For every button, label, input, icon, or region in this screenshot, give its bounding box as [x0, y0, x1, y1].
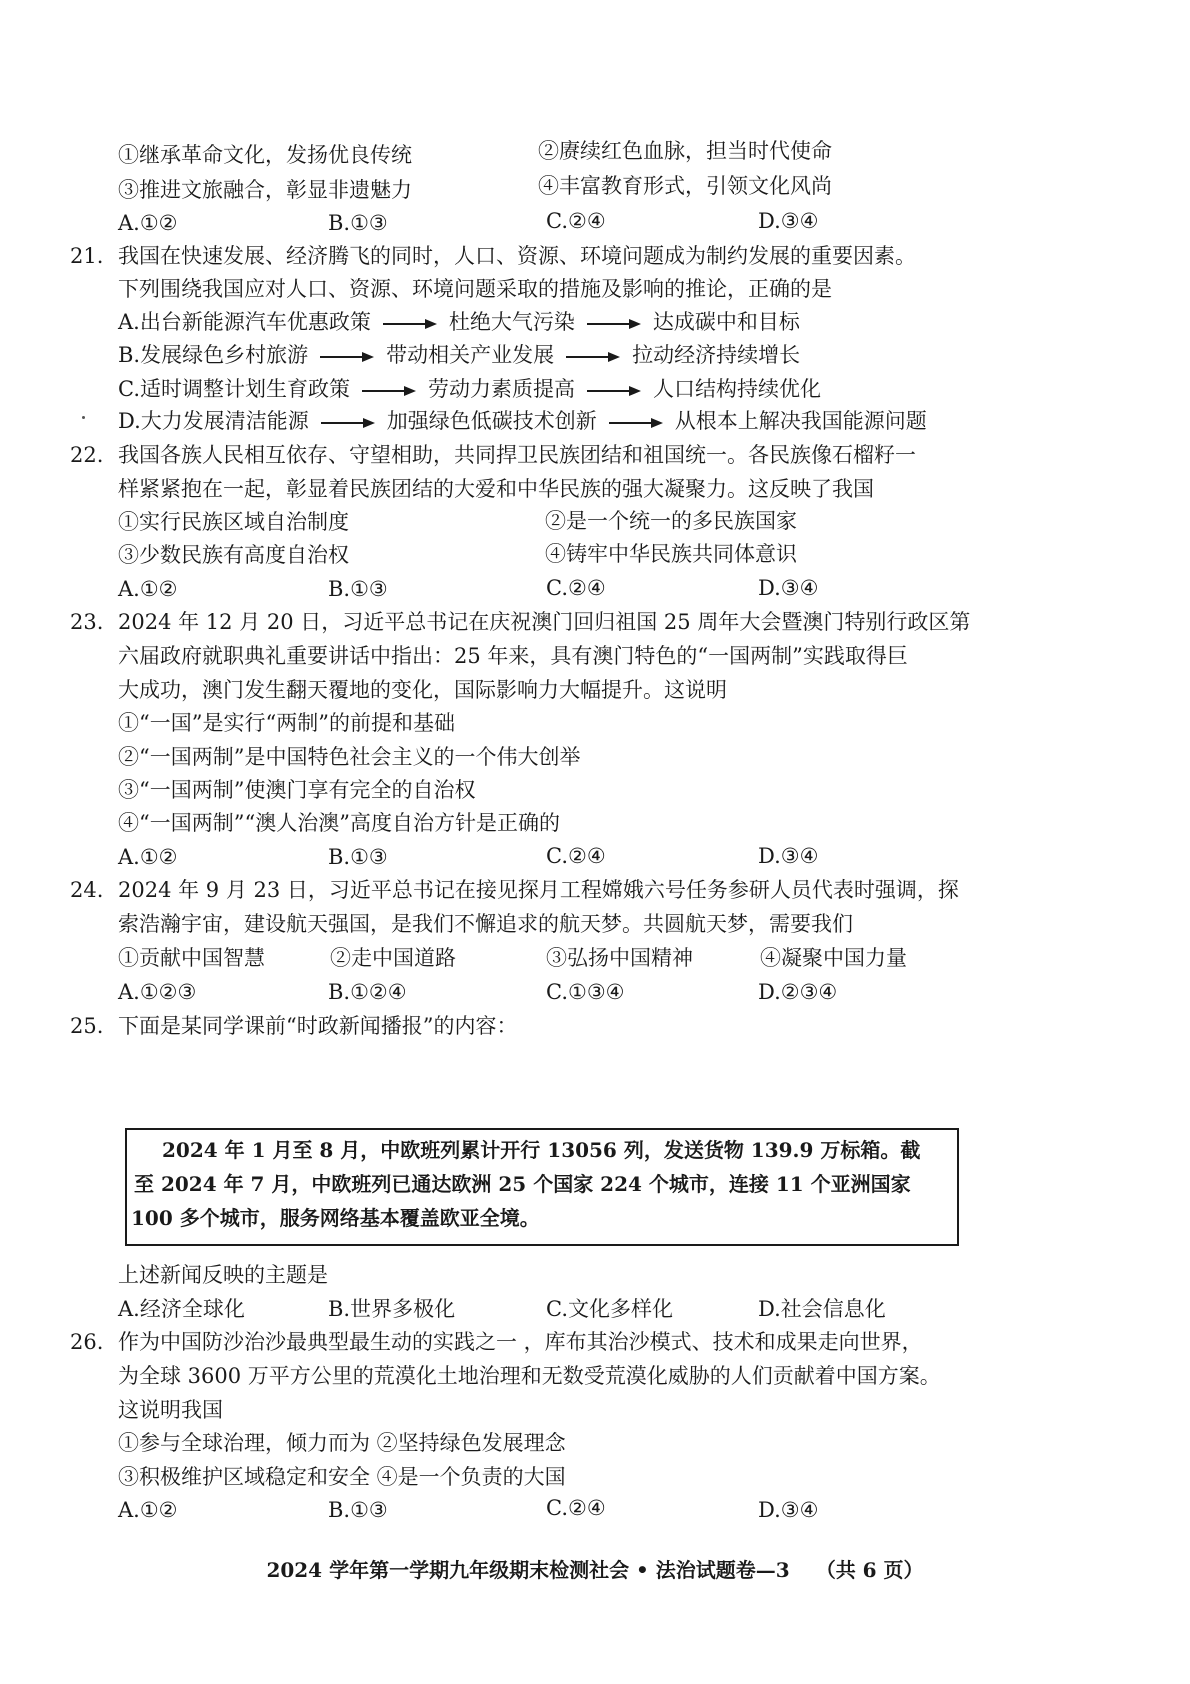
q24-choice-d: D.②③④ [758, 980, 838, 1004]
arrow-right-icon [566, 351, 620, 363]
q22-item-3: ③少数民族有高度自治权 [118, 543, 349, 567]
news-line-1: 2024 年 1 月至 8 月，中欧班列累计开行 13056 列，发送货物 139.9 万标箱。截 [162, 1138, 921, 1162]
q20-choice-d: D.③④ [758, 209, 819, 233]
q24-choice-c: C.①③④ [546, 980, 625, 1004]
q22-choice-a: A.①② [118, 577, 178, 601]
q23-stem-3: 大成功，澳门发生翻天覆地的变化，国际影响力大幅提升。这说明 [118, 678, 727, 702]
q20-choice-a: A.①② [118, 211, 178, 235]
q24-item-3: ③弘扬中国精神 [546, 946, 693, 970]
footer-page-count: （共 6 页） [815, 1558, 924, 1582]
q25-number: 25. [70, 1014, 104, 1038]
q21-option-b: B.发展绿色乡村旅游 带动相关产业发展 拉动经济持续增长 [118, 343, 801, 367]
q21-stem-2: 下列围绕我国应对人口、资源、环境问题采取的措施及影响的推论，正确的是 [118, 277, 832, 301]
q24-item-2: ②走中国道路 [330, 946, 456, 970]
q24-choice-a: A.①②③ [118, 980, 197, 1004]
arrow-right-icon [321, 417, 375, 429]
q22-item-4: ④铸牢中华民族共同体意识 [545, 542, 797, 566]
q22-stem-1: 我国各族人民相互依存、守望相助，共同捍卫民族团结和祖国统一。各民族像石榴籽一 [118, 443, 916, 467]
q26-number: 26. [70, 1330, 104, 1354]
arrow-right-icon [609, 417, 663, 429]
q24-number: 24. [70, 878, 104, 902]
q26-choice-d: D.③④ [758, 1498, 819, 1522]
q21-option-d: D.大力发展清洁能源 加强绿色低碳技术创新 从根本上解决我国能源问题 [118, 409, 927, 433]
q23-item-4: ④“一国两制”“澳人治澳”高度自治方针是正确的 [118, 811, 560, 835]
q25-choice-c: C.文化多样化 [546, 1297, 673, 1321]
arrow-right-icon [320, 351, 374, 363]
q26-choice-c: C.②④ [546, 1496, 606, 1520]
q21-stem-1: 我国在快速发展、经济腾飞的同时，人口、资源、环境问题成为制约发展的重要因素。 [118, 244, 916, 268]
q26-stem-3: 这说明我国 [118, 1398, 223, 1422]
q25-choice-d: D.社会信息化 [758, 1297, 886, 1321]
q20-item-4: ④丰富教育形式，引领文化风尚 [538, 174, 832, 198]
q23-number: 23. [70, 610, 104, 634]
q22-item-2: ②是一个统一的多民族国家 [545, 509, 797, 533]
q23-choice-c: C.②④ [546, 844, 606, 868]
q22-choice-d: D.③④ [758, 576, 819, 600]
q20-item-1: ①继承革命文化，发扬优良传统 [118, 143, 412, 167]
q20-choice-c: C.②④ [546, 209, 606, 233]
page-footer [0, 1555, 1190, 1585]
q22-choice-c: C.②④ [546, 576, 606, 600]
arrow-right-icon [587, 318, 641, 330]
q24-item-1: ①贡献中国智慧 [118, 946, 265, 970]
q24-stem-1: 2024 年 9 月 23 日，习近平总书记在接见探月工程嫦娥六号任务参研人员代表时强调，探 [118, 878, 959, 902]
q24-item-4: ④凝聚中国力量 [760, 946, 907, 970]
q23-choice-b: B.①③ [328, 845, 388, 869]
q20-choice-b: B.①③ [328, 211, 388, 235]
q24-stem-2: 索浩瀚宇宙，建设航天强国，是我们不懈追求的航天梦。共圆航天梦，需要我们 [118, 912, 853, 936]
q23-item-3: ③“一国两制”使澳门享有完全的自治权 [118, 778, 476, 802]
q26-stem-2: 为全球 3600 万平方公里的荒漠化土地治理和无数受荒漠化威胁的人们贡献着中国方案。 [118, 1364, 941, 1388]
arrow-right-icon [383, 318, 437, 330]
q23-stem-2: 六届政府就职典礼重要讲话中指出：25 年来，具有澳门特色的“一国两制”实践取得巨 [118, 644, 908, 668]
q23-choice-a: A.①② [118, 845, 178, 869]
q25-choice-b: B.世界多极化 [328, 1297, 456, 1321]
q25-stem: 下面是某同学课前“时政新闻播报”的内容： [118, 1014, 518, 1038]
q20-item-3: ③推进文旅融合，彰显非遗魅力 [118, 178, 412, 202]
q21-option-c: C.适时调整计划生育政策 劳动力素质提高 人口结构持续优化 [118, 377, 821, 401]
q25-question: 上述新闻反映的主题是 [118, 1263, 328, 1287]
q23-stem-1: 2024 年 12 月 20 日，习近平总书记在庆祝澳门回归祖国 25 周年大会暨澳门特别行政区第 [118, 610, 971, 634]
q21-number: 21. [70, 244, 104, 268]
q23-choice-d: D.③④ [758, 844, 819, 868]
arrow-right-icon [587, 385, 641, 397]
footer-title: 2024 学年第一学期九年级期末检测社会 • 法治试题卷—3 [266, 1558, 790, 1582]
q26-choice-b: B.①③ [328, 1498, 388, 1522]
q26-items-row-2: ③积极维护区域稳定和安全 ④是一个负责的大国 [118, 1465, 566, 1489]
q20-item-2: ②赓续红色血脉，担当时代使命 [538, 139, 832, 163]
news-line-2: 至 2024 年 7 月，中欧班列已通达欧洲 25 个国家 224 个城市，连接 11 个亚洲国家 [134, 1172, 911, 1196]
q21-option-a: A.出台新能源汽车优惠政策 杜绝大气污染 达成碳中和目标 [118, 310, 800, 334]
q23-item-2: ②“一国两制”是中国特色社会主义的一个伟大创举 [118, 745, 581, 769]
q22-stem-2: 样紧紧抱在一起，彰显着民族团结的大爱和中华民族的强大凝聚力。这反映了我国 [118, 477, 874, 501]
q23-item-1: ①“一国”是实行“两制”的前提和基础 [118, 711, 455, 735]
q22-item-1: ①实行民族区域自治制度 [118, 510, 349, 534]
news-line-3: 100 多个城市，服务网络基本覆盖欧亚全境。 [131, 1206, 540, 1230]
q24-choice-b: B.①②④ [328, 980, 407, 1004]
scan-speck [82, 416, 85, 419]
q25-choice-a: A.经济全球化 [118, 1297, 245, 1321]
q22-choice-b: B.①③ [328, 577, 388, 601]
q26-choice-a: A.①② [118, 1498, 178, 1522]
q22-number: 22. [70, 443, 104, 467]
q26-stem-1: 作为中国防沙治沙最典型最生动的实践之一 ，库布其治沙模式、技术和成果走向世界， [118, 1330, 923, 1354]
arrow-right-icon [362, 385, 416, 397]
q26-items-row-1: ①参与全球治理，倾力而为 ②坚持绿色发展理念 [118, 1431, 566, 1455]
